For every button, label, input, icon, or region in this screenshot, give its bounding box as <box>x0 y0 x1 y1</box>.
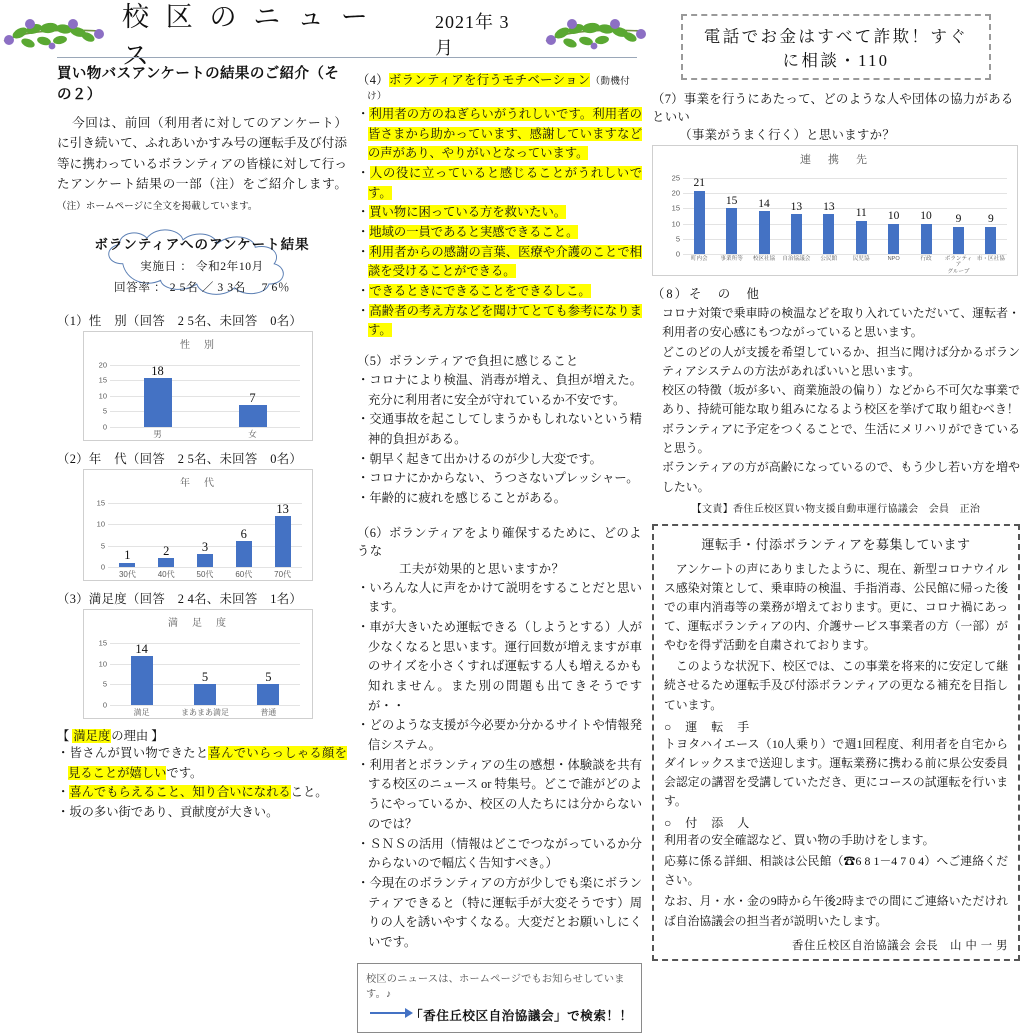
list-item: ・ いろんな人に声をかけて説明をすることだと思います。 <box>357 579 642 618</box>
bar-cell <box>263 503 302 567</box>
bar <box>888 224 899 254</box>
chart-gender <box>83 331 313 441</box>
y-axis-tick: 20 <box>98 360 107 370</box>
bar <box>856 221 867 254</box>
bar-value-label: 11 <box>855 207 867 220</box>
bar-cell <box>780 178 812 254</box>
q8-label: （8）そ の 他 <box>652 287 761 301</box>
bar <box>823 214 834 254</box>
bar-cell <box>186 503 225 567</box>
chart-partners <box>652 145 1018 276</box>
bar-value-label: 10 <box>920 210 932 223</box>
bar-value-label: 2 <box>163 543 170 558</box>
middle-column <box>357 62 642 1033</box>
bar <box>726 208 737 254</box>
search-box-line1: 校区のニュースは、ホームページでもお知らせしています。♪ <box>366 973 625 1000</box>
chart-satisfaction-plot <box>98 638 300 710</box>
list-item: ・ 車が大きいため運転できる（しようとする）人が少なくなると思います。運行回数が増えますが車のサイズを小さくすれば運転する人も増えるかも知れません。また別の問題も出てきそうですが・・ <box>357 618 642 716</box>
bar <box>921 224 932 254</box>
y-axis-tick: 10 <box>98 659 107 669</box>
list-item: ボランティアの方が高齢になっているので、もう少し若い方を増やしたい。 <box>662 460 1020 494</box>
bar-value-label: 14 <box>135 641 148 656</box>
q4-label <box>357 70 642 103</box>
chart-gender-xlabels <box>110 430 300 440</box>
x-axis-label: 70代 <box>274 569 292 579</box>
bar-value-label: 14 <box>758 197 770 210</box>
page-title: 校 区 の ニ ュ ー ス <box>122 2 373 71</box>
y-axis-tick: 15 <box>98 375 107 385</box>
q5-list <box>357 371 642 509</box>
cloud-line-date: 実施日 ： 令和2年10月 <box>140 259 264 273</box>
x-axis-label: まあまあ満足 <box>180 707 229 717</box>
list-item: コロナ対策で乗車時の検温などを取り入れていただいて、運転者・利用者の安心感にもつながっていると思います。 <box>662 306 1020 340</box>
q5-label: （5）ボランティアで負担に感じること <box>357 354 579 369</box>
q3-label: （3）満足度（回答 2 4名、未回答 1名） <box>57 591 303 606</box>
chart-age-title: 年 代 <box>180 477 216 489</box>
bar-cell <box>205 365 300 427</box>
bar-cell <box>147 503 186 567</box>
x-axis-label: 40代 <box>157 569 175 579</box>
reason-heading-rest: の理由 】 <box>111 728 164 743</box>
recruitment-contact: 応募に係る詳細、相談は公民館（☎6 8 1－4 7 0 4）へご連絡ください。 <box>664 854 1008 888</box>
bar-value-label: 21 <box>693 177 705 189</box>
recruitment-hours: なお、月・水・金の9時から午後2時までの間にご連絡いただければ自治協議会の担当者が説明いたします。 <box>664 894 1008 928</box>
y-axis-tick: 0 <box>102 422 107 432</box>
recruitment-title: 運転手・付添ボランティアを募集しています <box>701 536 971 552</box>
bar-value-label: 3 <box>201 539 209 554</box>
list-item: ・ 地域の一員であると実感できること。 <box>357 223 642 243</box>
list-item: ・ できるときにできることをできるしこ。 <box>357 282 642 302</box>
x-axis-label: 男 <box>153 428 162 439</box>
bar <box>144 378 172 427</box>
bar-group <box>110 643 300 705</box>
lead-paragraph <box>57 113 347 215</box>
reason-heading-highlight: 満足度 <box>73 728 111 743</box>
list-item: ・ 買い物に困っている方を救いたい。 <box>357 203 642 223</box>
y-axis-tick: 20 <box>671 188 680 198</box>
right-arrow-icon <box>370 1012 406 1014</box>
x-axis-label: 女 <box>248 428 257 439</box>
list-item: ・ 皆さんが買い物できたと喜んでいらっしゃる顔を見ることが嬉しいです。 <box>57 744 347 783</box>
q2-label: （2）年 代（回答 2 5名、未回答 0名） <box>57 451 303 466</box>
bar-value-label: 13 <box>823 200 835 213</box>
x-axis-label: 行政 <box>920 256 932 262</box>
chart-age-xlabels <box>108 570 302 579</box>
bar-cell <box>110 365 205 427</box>
chart-satisfaction <box>83 609 313 719</box>
bar-cell <box>110 643 173 705</box>
list-item: ・ 交通事故を起こしてしまうかもしれないという精神的負担がある。 <box>357 410 642 449</box>
bar-value-label: 7 <box>249 390 256 405</box>
recruitment-role-attendant-body: 利用者の安全確認など、買い物の手助けをします。 <box>664 833 935 848</box>
q6-label-line2: 工夫が効果的と思いますか？ <box>399 561 565 576</box>
q6-label-line1: （6）ボランティアをより確保するために、どのような <box>357 525 642 558</box>
x-axis-label: 民児協 <box>852 256 870 262</box>
recruitment-role-driver-body: トヨタハイエース（10人乗り）で週1回程度、利用者を自宅からダイレックスまで送迎します。運転業務に携わる前に県公安委員会認定の講習を受講していただき、更にコースの試運転を行います。 <box>664 736 1008 809</box>
y-axis-tick: 25 <box>671 173 680 183</box>
q4-label-highlight: ボランティアを行うモチベーション <box>388 73 591 87</box>
issue-date: 2021年 3月 <box>434 12 510 58</box>
bar-value-label: 9 <box>955 213 962 226</box>
chart-age-plot <box>96 498 302 572</box>
list-item: ・ 利用者の方のねぎらいがうれしいです。利用者の皆さまから助かっています、感謝していますなどの声があり、やりがいとなっています。 <box>357 105 642 164</box>
bar-value-label: 18 <box>151 363 164 378</box>
bar-cell <box>748 178 780 254</box>
bar-value-label: 10 <box>887 210 900 223</box>
bar <box>985 227 996 254</box>
chart-partners-xlabels <box>683 256 1007 275</box>
y-axis-tick: 5 <box>100 541 105 551</box>
chart-gender-plot <box>98 360 300 432</box>
bar-cell <box>715 178 747 254</box>
x-axis-label: 市・区社協 <box>976 256 1005 262</box>
q8-list <box>652 304 1020 497</box>
search-box-line2 <box>366 1005 633 1024</box>
x-axis-label: 30代 <box>118 569 136 579</box>
y-axis-tick: 10 <box>98 391 107 401</box>
leaf-vine-decoration-icon <box>0 15 108 53</box>
x-axis-label: 50代 <box>196 569 214 579</box>
chart-partners-title: 連 携 先 <box>800 154 870 166</box>
x-axis-label: ボランティア グループ <box>944 256 973 275</box>
bar-value-label: 5 <box>201 669 209 684</box>
q4-list <box>357 105 642 341</box>
reason-heading <box>57 726 347 744</box>
bar <box>239 405 267 427</box>
gridline <box>110 705 300 706</box>
recruitment-signature: 香住丘校区自治協議会 会長 山 中 一 男 <box>792 939 1008 952</box>
y-axis-tick: 15 <box>96 498 105 508</box>
bar-cell <box>683 178 715 254</box>
list-item: ・ 今現在のボランティアの方が少しでも楽にボランティアできると（特に運転手が大変そうです）周りの人を誘いやすくなる。大変だとお願いしにくいです。 <box>357 874 642 953</box>
recruitment-role-driver: ○ 運 転 手 <box>664 719 751 734</box>
gridline <box>110 427 300 428</box>
bar <box>131 656 153 705</box>
masthead <box>0 2 650 71</box>
bar-value-label: 6 <box>240 526 247 541</box>
bar-cell <box>224 503 263 567</box>
bar <box>257 684 279 705</box>
y-axis-tick: 10 <box>96 519 105 529</box>
cloud-text-block <box>57 233 347 295</box>
list-item: ・ 高齢者の考え方などを聞けてとても参考になります。 <box>357 302 642 341</box>
bar <box>197 554 213 567</box>
x-axis-label: 町内会 <box>690 256 708 262</box>
x-axis-label: 普通 <box>260 707 277 717</box>
list-item: ・ 利用者からの感謝の言葉、医療や介護のことで相談を受けることができる。 <box>357 243 642 282</box>
bar <box>275 516 291 567</box>
bar-cell <box>910 178 942 254</box>
list-item: ・ 人の役に立っていると感じることがうれしいです。 <box>357 164 642 203</box>
chart-satisfaction-title: 満 足 度 <box>168 617 228 629</box>
x-axis-label: 事業所等 <box>720 256 743 262</box>
bar-group <box>110 365 300 427</box>
y-axis-tick: 5 <box>675 234 680 244</box>
website-search-box <box>357 963 642 1033</box>
bar-cell <box>845 178 877 254</box>
bar-value-label: 13 <box>276 501 289 516</box>
y-axis-tick: 0 <box>675 249 680 259</box>
x-axis-label: 公民館 <box>820 256 838 262</box>
y-axis-tick: 15 <box>671 203 680 213</box>
list-item: ・ どのような支援が今必要か分かるサイトや情報発信システム。 <box>357 716 642 755</box>
x-axis-label: 60代 <box>235 569 253 579</box>
gridline <box>683 254 1007 255</box>
q6-list <box>357 579 642 953</box>
x-axis-label: 自治協議会 <box>782 256 811 262</box>
bar-cell <box>942 178 974 254</box>
recruitment-paragraph-2: このような状況下、校区では、この事業を将来的に安定して継続させるため運転手及び付添ボランティアの更なる補充を目指しています。 <box>664 659 1008 712</box>
y-axis-tick: 0 <box>100 562 105 572</box>
reason-heading-open: 【 <box>57 728 73 743</box>
q7-label-line2: （事業がうまく行く）と思いますか？ <box>679 128 896 142</box>
bar-value-label: 13 <box>790 200 803 213</box>
list-item: ・ コロナにより検温、消毒が増え、負担が増えた。充分に利用者に安全が守れているか不安です。 <box>357 371 642 410</box>
bar <box>953 227 964 254</box>
y-axis-tick: 15 <box>98 638 107 648</box>
bar-cell <box>237 643 300 705</box>
left-column <box>57 62 347 823</box>
cloud-line-rate: 回答率 ： 2 5名 ／ 3 3名 7 6％ <box>113 280 291 294</box>
bar <box>119 563 135 567</box>
recruitment-role-attendant: ○ 付 添 人 <box>664 816 751 831</box>
list-item: ・ 坂の多い街であり、貢献度が大きい。 <box>57 803 347 823</box>
bar-cell <box>108 503 147 567</box>
list-item: ボランティアに予定をつくることで、生活にメリハリができていると思う。 <box>662 421 1020 455</box>
bar <box>759 211 770 254</box>
recruitment-box <box>652 524 1020 961</box>
list-item: ・ 朝早く起きて出かけるのが少し大変です。 <box>357 450 642 470</box>
bar <box>791 214 802 254</box>
y-axis-tick: 0 <box>102 700 107 710</box>
gridline <box>108 567 302 568</box>
chart-satisfaction-xlabels <box>110 708 300 717</box>
bar <box>236 541 252 567</box>
y-axis-tick: 10 <box>671 219 680 229</box>
list-item: ・ 喜んでもらえること、知り合いになれること。 <box>57 783 347 803</box>
list-item: どこのどの人が支援を希望しているか、担当に聞けば分かるボランティアシステムの方法があればいいと思います。 <box>662 344 1020 378</box>
header-divider <box>57 57 637 58</box>
bar-cell <box>877 178 909 254</box>
scam-warning-banner: 電話でお金はすべて詐欺！すぐに相談・110 <box>681 14 991 80</box>
reason-list <box>57 744 347 823</box>
chart-gender-title: 性 別 <box>180 339 216 351</box>
x-axis-label: NPO <box>887 256 900 262</box>
bar <box>694 191 705 255</box>
bar <box>158 558 174 567</box>
bar-value-label: 5 <box>265 669 272 684</box>
list-item: 校区の特徴（坂が多い、商業施設の偏り）などから不可欠な事業であり、持続可能な取り組みになるよう校区を挙げて取り組むべき！ <box>662 383 1020 417</box>
right-column <box>652 14 1020 961</box>
recruitment-paragraph-1: アンケートの声にありましたように、現在、新型コロナウイルス感染対策として、乗車時の検温、手指消毒、公民館に帰った後での車内消毒等の業務が増えております。更に、コロナ禍にあって、運転ボランティアの内、介護サービス事業者の方（一部）がやむを得ず活動を自粛されております。 <box>664 561 1008 653</box>
lead-note: （注）ホームページに全文を掲載しています。 <box>57 200 258 212</box>
q4-label-number: （4） <box>357 73 389 87</box>
q7-label <box>652 89 1020 143</box>
bar-group <box>108 503 302 567</box>
list-item: ・ 年齢的に疲れを感じることがある。 <box>357 489 642 509</box>
chart-age <box>83 469 313 581</box>
bar-value-label: 1 <box>124 548 131 563</box>
y-axis-tick: 5 <box>102 406 107 416</box>
bar-value-label: 9 <box>987 213 994 226</box>
q7-label-line1: （7）事業を行うにあたって、どのような人や団体の協力があるといい <box>652 92 1014 124</box>
list-item: ・ 利用者とボランティアの生の感想・体験談を共有する校区のニュース or 特集号。どこで誰がどのようにやっているか、校区の人たちには分からないのでは？ <box>357 756 642 835</box>
bar-cell <box>975 178 1007 254</box>
lead-paragraph-text: 今回は、前回（利用者に対してのアンケート）に引き続いて、ふれあいかすみ号の運転手及び付添等に携わっているボランティアの皆様に対して行ったアンケート結果の一部（注）をご紹介します。 <box>57 116 347 192</box>
list-item: ・ コロナにかからない、うつさないプレッシャー。 <box>357 469 642 489</box>
leaf-vine-decoration-icon-2 <box>542 15 650 53</box>
q4-label-sub: （動機付け） <box>367 76 631 102</box>
list-item: ・ ＳＮＳの活用（情報はどこでつながっているか分からないので幅広く告知すべき。） <box>357 835 642 874</box>
q6-label <box>357 523 642 577</box>
q1-label: （1）性 別（回答 2 5名、未回答 0名） <box>57 313 303 328</box>
y-axis-tick: 5 <box>102 679 107 689</box>
x-axis-label: 満足 <box>133 707 150 717</box>
cloud-callout <box>57 225 347 303</box>
bar <box>194 684 216 705</box>
source-credit: 【文責】香住丘校区買い物支援自動車運行協議会 会員 正治 <box>691 503 981 515</box>
bar-cell <box>173 643 236 705</box>
x-axis-label: 校区社協 <box>752 256 776 262</box>
search-keyword: 「香住丘校区自治協議会」で検索！！ <box>410 1008 633 1023</box>
bar-group <box>683 178 1007 254</box>
bar-value-label: 15 <box>725 194 738 207</box>
lead-title: 買い物バスアンケートの結果のご紹介（その２） <box>57 66 340 103</box>
cloud-heading: ボランティアへのアンケート結果 <box>94 236 310 252</box>
bar-cell <box>813 178 845 254</box>
